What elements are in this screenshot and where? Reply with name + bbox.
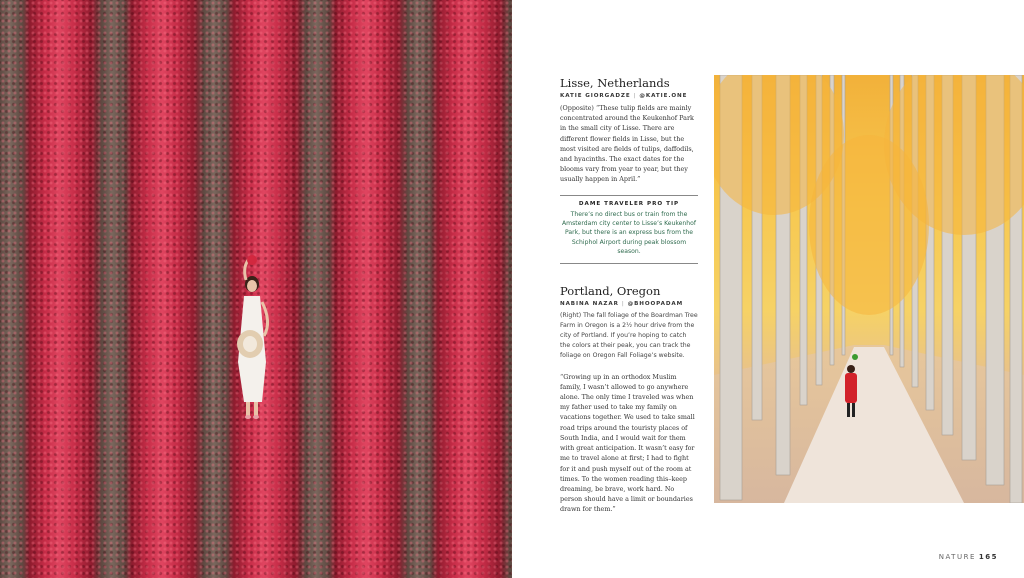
author-handle: @KATIE.ONE xyxy=(639,93,688,99)
section-name: NATURE xyxy=(938,553,976,561)
right-page xyxy=(512,0,1024,578)
byline-separator: | xyxy=(633,93,637,99)
byline-separator: | xyxy=(621,300,625,307)
woman-in-white-dress-figure xyxy=(228,252,278,420)
autumn-trees-photo xyxy=(714,75,1024,503)
page-footer xyxy=(939,553,998,561)
location-title-lisse: Lisse, Netherlands xyxy=(560,76,670,90)
body-text-portland: (Right) The fall foliage of the Boardman Tree Farm in Oregon is a 2½ hour drive from the city of Portland. If you’re hoping to catch the colors at their peak, you can track the foliage on Oregon Fall Foliage’s website. xyxy=(560,311,698,360)
author-name: NABINA NAZAR xyxy=(560,300,619,307)
section-lisse xyxy=(560,76,698,185)
text-column xyxy=(560,76,698,515)
pro-tip-body: There’s no direct bus or train from the Amsterdam city center to Lisse’s Keukenhof Park, but there is an express bus from the Schiphol Airport during peak blossom season. xyxy=(561,210,697,256)
pro-tip-box xyxy=(560,195,698,264)
author-name: KATIE GIORGADZE xyxy=(560,93,631,99)
byline-lisse xyxy=(560,93,698,99)
author-handle: @BHOOPADAM xyxy=(627,300,684,307)
body-text-lisse: (Opposite) “These tulip fields are mainly concentrated around the Keukenhof Park in the small city of Lisse. There are different flower fields in Lisse, but the most visited are fields of tulips, daffodils, and hyacinths. The exact dates for the blooms vary from year to year, but they usually happen in April.” xyxy=(560,104,694,184)
tree-rows-illustration xyxy=(714,75,1024,503)
page-number: 165 xyxy=(978,553,998,561)
traveler-quote: “Growing up in an orthodox Muslim family, I wasn’t allowed to go anywhere alone. The only time I traveled was when my father used to take my family on vacations together. We used to take small road trips around the touristy places of South India, and I would wait for them with great anticipation. It wasn’t easy for me to travel alone at first; I had to fight for it and push myself out of the room at times. To the women reading this–keep dreaming, be brave, work hard. No person should have a limit or boundaries drawn for them.” xyxy=(560,372,695,514)
pro-tip-title: DAME TRAVELER PRO TIP xyxy=(578,200,680,207)
location-title-portland: Portland, Oregon xyxy=(560,283,661,298)
section-portland xyxy=(560,284,698,515)
byline-portland xyxy=(560,301,698,307)
